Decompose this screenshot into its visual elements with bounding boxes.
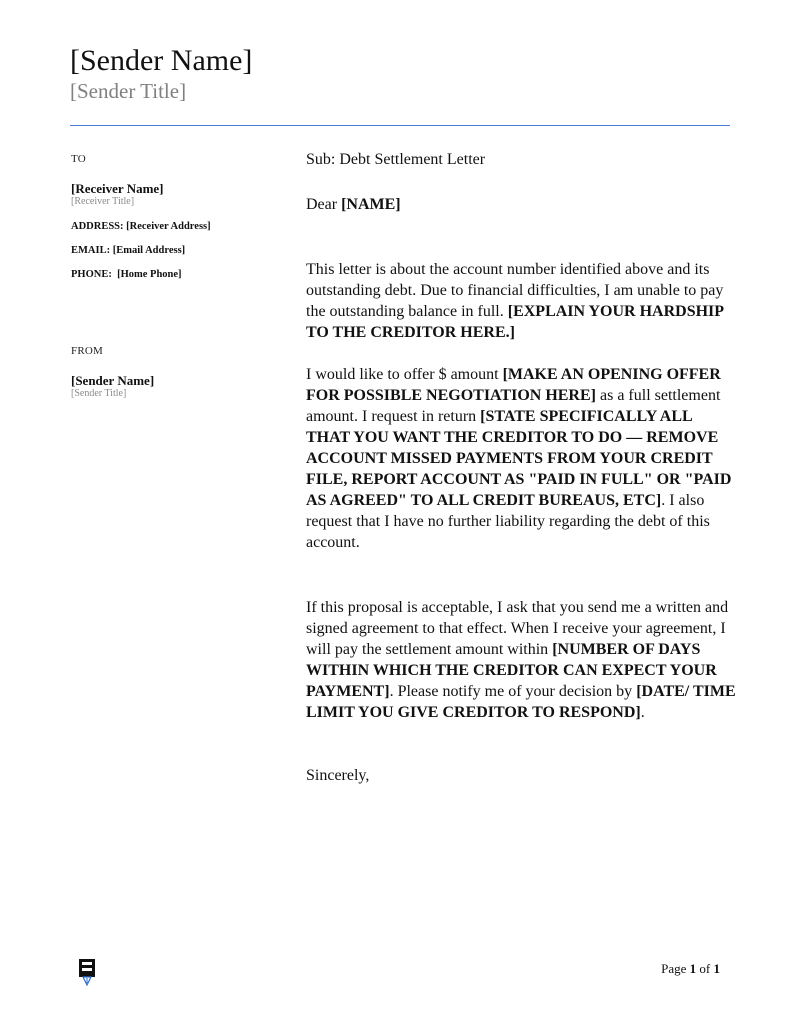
address-label: ADDRESS: bbox=[71, 221, 124, 232]
p2-text1: I would like to offer $ amount bbox=[306, 366, 503, 383]
page-current: 1 bbox=[689, 961, 697, 976]
salutation-name: [NAME] bbox=[341, 196, 401, 213]
salutation bbox=[306, 194, 736, 215]
salutation-prefix: Dear bbox=[306, 196, 342, 213]
to-label: TO bbox=[71, 153, 86, 165]
receiver-title: [Receiver Title] bbox=[71, 196, 135, 207]
page-of: of bbox=[696, 961, 714, 976]
from-sender-name: [Sender Name] bbox=[71, 373, 155, 388]
closing: Sincerely, bbox=[306, 767, 370, 784]
header-divider bbox=[70, 125, 730, 126]
phone-line bbox=[71, 269, 182, 282]
p2-bold1: [MAKE AN OPENING OFFER FOR POSSIBLE NEGOTIATION HERE] bbox=[306, 366, 721, 404]
p1-bold: [EXPLAIN YOUR HARDSHIP TO THE CREDITOR HERE.] bbox=[306, 303, 724, 341]
from-sender-title: [Sender Title] bbox=[71, 388, 127, 399]
paragraph-proposal bbox=[306, 597, 736, 723]
p3-bold1: [NUMBER OF DAYS WITHIN WHICH THE CREDITOR CAN EXPECT YOUR PAYMENT] bbox=[306, 641, 717, 700]
pen-nib-logo-icon bbox=[78, 958, 98, 986]
p3-bold2: [DATE/ TIME LIMIT YOU GIVE CREDITOR TO RESPOND] bbox=[306, 683, 736, 721]
subject-line: Sub: Debt Settlement Letter bbox=[306, 151, 486, 168]
phone-label: PHONE: bbox=[71, 269, 112, 280]
receiver-name: [Receiver Name] bbox=[71, 181, 164, 196]
p2-text2: as a full settlement amount. I request in return bbox=[306, 387, 721, 425]
from-label: FROM bbox=[71, 345, 103, 357]
email-label: EMAIL: bbox=[71, 245, 111, 256]
email-value: [Email Address] bbox=[112, 245, 186, 256]
address-line bbox=[71, 221, 211, 234]
paragraph-offer bbox=[306, 364, 736, 553]
phone-value: [Home Phone] bbox=[117, 269, 182, 280]
p3-text3: . bbox=[640, 704, 645, 721]
p3-text1: If this proposal is acceptable, I ask that you send me a written and signed agreement to that effect. When I receive your agreement, I will pay the settlement amount within bbox=[306, 599, 729, 658]
page-number bbox=[661, 961, 720, 977]
page-label: Page bbox=[661, 961, 690, 976]
sender-title-heading: [Sender Title] bbox=[70, 79, 187, 103]
paragraph-hardship bbox=[306, 259, 736, 343]
p2-bold2: [STATE SPECIFICALLY ALL THAT YOU WANT THE CREDITOR TO DO — REMOVE ACCOUNT MISSED PAYMENTS FROM YOUR CREDIT FILE, REPORT ACCOUNT AS "PAID IN FULL" OR "PAID AS AGREED" TO ALL CREDIT BUREAUS, ETC] bbox=[306, 408, 732, 509]
p1-text: This letter is about the account number identified above and its outstanding debt. Due to financial difficulties, I am unable to pay the outstanding balance in full. bbox=[306, 261, 724, 320]
sender-name-heading: [Sender Name] bbox=[70, 44, 253, 77]
page-total: 1 bbox=[713, 961, 720, 976]
address-value: [Receiver Address] bbox=[126, 221, 211, 232]
email-line bbox=[71, 245, 185, 258]
p3-text2: . Please notify me of your decision by bbox=[389, 683, 637, 700]
p2-text3: . I also request that I have no further liability regarding the debt of this account. bbox=[306, 492, 710, 551]
